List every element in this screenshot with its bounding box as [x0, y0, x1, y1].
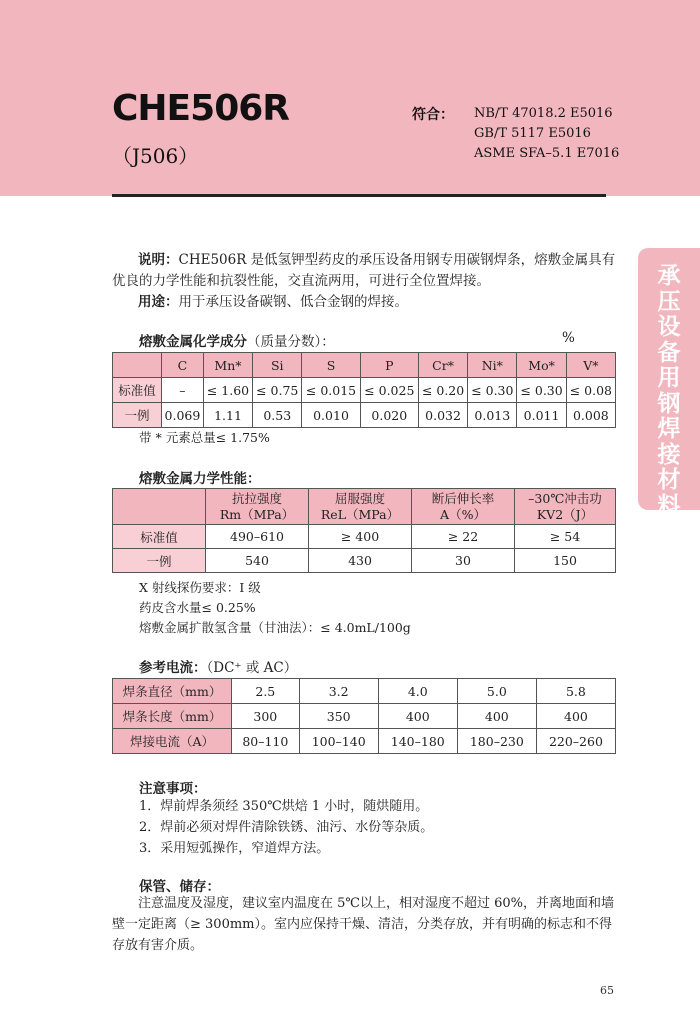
table-cell: 0.032	[418, 403, 467, 428]
table-cell: 4.0	[378, 679, 457, 704]
current-section-title	[139, 656, 297, 676]
current-title-rest: （DC⁺ 或 AC）	[206, 660, 298, 676]
chem-note: 带 * 元素总量≤ 1.75%	[139, 430, 270, 445]
table-cell: 2.5	[232, 679, 300, 704]
product-title: CHE506R	[112, 88, 290, 129]
standards-list	[474, 104, 619, 164]
category-side-tab	[638, 248, 700, 519]
table-row	[113, 549, 616, 573]
current-table	[112, 678, 616, 754]
chem-header-cell: Cr*	[418, 353, 467, 378]
table-cell: ≥ 400	[309, 525, 412, 549]
description-paragraph	[112, 250, 616, 292]
table-row	[113, 403, 616, 428]
chem-header-cell: S	[302, 353, 360, 378]
table-row	[113, 378, 616, 403]
table-cell: 0.020	[360, 403, 418, 428]
mech-header-cell	[412, 489, 515, 525]
page-number: 65	[600, 984, 614, 997]
table-cell: 1.11	[203, 403, 252, 428]
table-cell: 140–180	[378, 729, 457, 754]
table-cell: 100–140	[299, 729, 378, 754]
mech-header-cell	[113, 489, 206, 525]
chem-header-cell: C	[162, 353, 204, 378]
usage-paragraph	[112, 292, 616, 313]
standard-item: ASME SFA–5.1 E7016	[474, 146, 620, 161]
table-cell: 3.2	[299, 679, 378, 704]
chem-title-bold: 熔敷金属化学成分	[139, 334, 247, 350]
chem-header-cell: Mn*	[203, 353, 252, 378]
table-cell: 标准值	[113, 378, 162, 403]
table-row	[113, 525, 616, 549]
header-rule	[112, 194, 606, 197]
notices-section-title	[139, 777, 207, 797]
table-row	[113, 679, 616, 704]
table-cell: 0.011	[517, 403, 566, 428]
usage-text: 用于承压设备碳钢、低合金钢的焊接。	[178, 294, 408, 310]
table-cell: ≥ 22	[412, 525, 515, 549]
table-cell: 5.0	[457, 679, 536, 704]
notices-list	[139, 796, 433, 859]
mech-header-cell	[309, 489, 412, 525]
mech-header-cell	[206, 489, 309, 525]
mech-note: 药皮含水量≤ 0.25%	[139, 600, 256, 615]
mech-header-line: A（%）	[440, 506, 486, 522]
table-cell: 220–260	[536, 729, 615, 754]
mech-table	[112, 488, 616, 573]
table-cell: 标准值	[113, 525, 206, 549]
table-cell: 焊接电流（A）	[113, 729, 232, 754]
table-cell: 一例	[113, 403, 162, 428]
mech-header-line: –30℃冲击功	[528, 490, 602, 506]
table-cell: 0.008	[566, 403, 615, 428]
list-item: 1．焊前焊条须经 350℃烘焙 1 小时，随烘随用。	[139, 799, 429, 814]
table-cell: 400	[378, 704, 457, 729]
mech-header-line: 抗拉强度	[231, 490, 282, 506]
mech-title: 熔敷金属力学性能：	[139, 471, 261, 487]
mech-header-line: 断后伸长率	[431, 490, 495, 506]
mech-section-title	[139, 467, 261, 487]
chem-header-row	[113, 353, 616, 378]
standard-item: GB/T 5117 E5016	[474, 126, 591, 141]
table-cell: ≤ 0.08	[566, 378, 615, 403]
table-cell: 300	[232, 704, 300, 729]
chem-header-cell	[113, 353, 162, 378]
table-cell: 0.069	[162, 403, 204, 428]
table-cell: 30	[412, 549, 515, 573]
product-subtitle: （J506）	[112, 144, 199, 168]
list-item: 3．采用短弧操作，窄道焊方法。	[139, 841, 330, 856]
table-cell: 180–230	[457, 729, 536, 754]
notices-title: 注意事项：	[139, 781, 207, 797]
table-cell: 焊条长度（mm）	[113, 704, 232, 729]
table-cell: ≤ 0.025	[360, 378, 418, 403]
table-cell: ≤ 0.015	[302, 378, 360, 403]
table-cell: 0.010	[302, 403, 360, 428]
chem-unit: %	[562, 330, 575, 346]
mech-header-line: KV2（J）	[536, 506, 594, 522]
table-cell: 0.53	[253, 403, 302, 428]
chem-header-cell: V*	[566, 353, 615, 378]
mech-note: 熔敷金属扩散氢含量（甘油法）：≤ 4.0mL/100g	[139, 620, 411, 635]
mech-note: X 射线探伤要求：I 级	[139, 580, 261, 595]
header-band	[0, 0, 700, 196]
list-item: 2．焊前必须对焊件清除铁锈、油污、水份等杂质。	[139, 820, 434, 835]
table-cell: 5.8	[536, 679, 615, 704]
chem-header-cell: Mo*	[517, 353, 566, 378]
category-label: 承压设备用钢焊接材料	[657, 263, 681, 519]
chem-title-rest: （质量分数）：	[247, 334, 335, 350]
standard-label: 符合：	[412, 107, 454, 123]
table-cell: 400	[457, 704, 536, 729]
chem-table	[112, 352, 616, 428]
standard-item: NB/T 47018.2 E5016	[474, 106, 613, 121]
table-row	[113, 704, 616, 729]
chem-header-cell: Ni*	[468, 353, 517, 378]
table-cell: ≤ 0.30	[468, 378, 517, 403]
table-cell: 焊条直径（mm）	[113, 679, 232, 704]
mech-header-line: Rm（MPa）	[219, 506, 295, 522]
chem-header-cell: P	[360, 353, 418, 378]
table-cell: 150	[515, 549, 616, 573]
usage-label: 用途：	[138, 294, 179, 310]
chem-header-cell: Si	[253, 353, 302, 378]
description-label: 说明：	[138, 252, 179, 268]
mech-header-cell	[515, 489, 616, 525]
mech-header-line: 屈服强度	[334, 490, 385, 506]
chem-section-title	[139, 330, 335, 350]
current-title-bold: 参考电流：	[139, 660, 207, 676]
table-cell: ≤ 0.30	[517, 378, 566, 403]
table-cell: ≤ 0.20	[418, 378, 467, 403]
table-cell: 一例	[113, 549, 206, 573]
storage-text: 注意温度及湿度，建议室内温度在 5℃以上，相对湿度不超过 60%，并离地面和墙壁一定距离（≥ 300mm）。室内应保持干燥、清洁，分类存放，并有明确的标志和不得存放有害介质。	[112, 896, 614, 953]
table-cell: 400	[536, 704, 615, 729]
description-text: CHE506R 是低氢钾型药皮的承压设备用钢专用碳钢焊条，熔敷金属具有优良的力学性能和抗裂性能，交直流两用，可进行全位置焊接。	[112, 252, 616, 289]
table-cell: –	[162, 378, 204, 403]
table-cell: 540	[206, 549, 309, 573]
table-row	[113, 729, 616, 754]
table-cell: ≥ 54	[515, 525, 616, 549]
table-cell: 430	[309, 549, 412, 573]
mech-notes	[139, 578, 411, 638]
storage-section-title	[139, 875, 220, 895]
table-cell: 350	[299, 704, 378, 729]
mech-header-line: ReL（MPa）	[320, 506, 400, 522]
table-cell: ≤ 0.75	[253, 378, 302, 403]
mech-header-row	[113, 489, 616, 525]
table-cell: 80–110	[232, 729, 300, 754]
table-cell: 490–610	[206, 525, 309, 549]
storage-title: 保管、储存：	[139, 879, 220, 895]
table-cell: 0.013	[468, 403, 517, 428]
table-cell: ≤ 1.60	[203, 378, 252, 403]
